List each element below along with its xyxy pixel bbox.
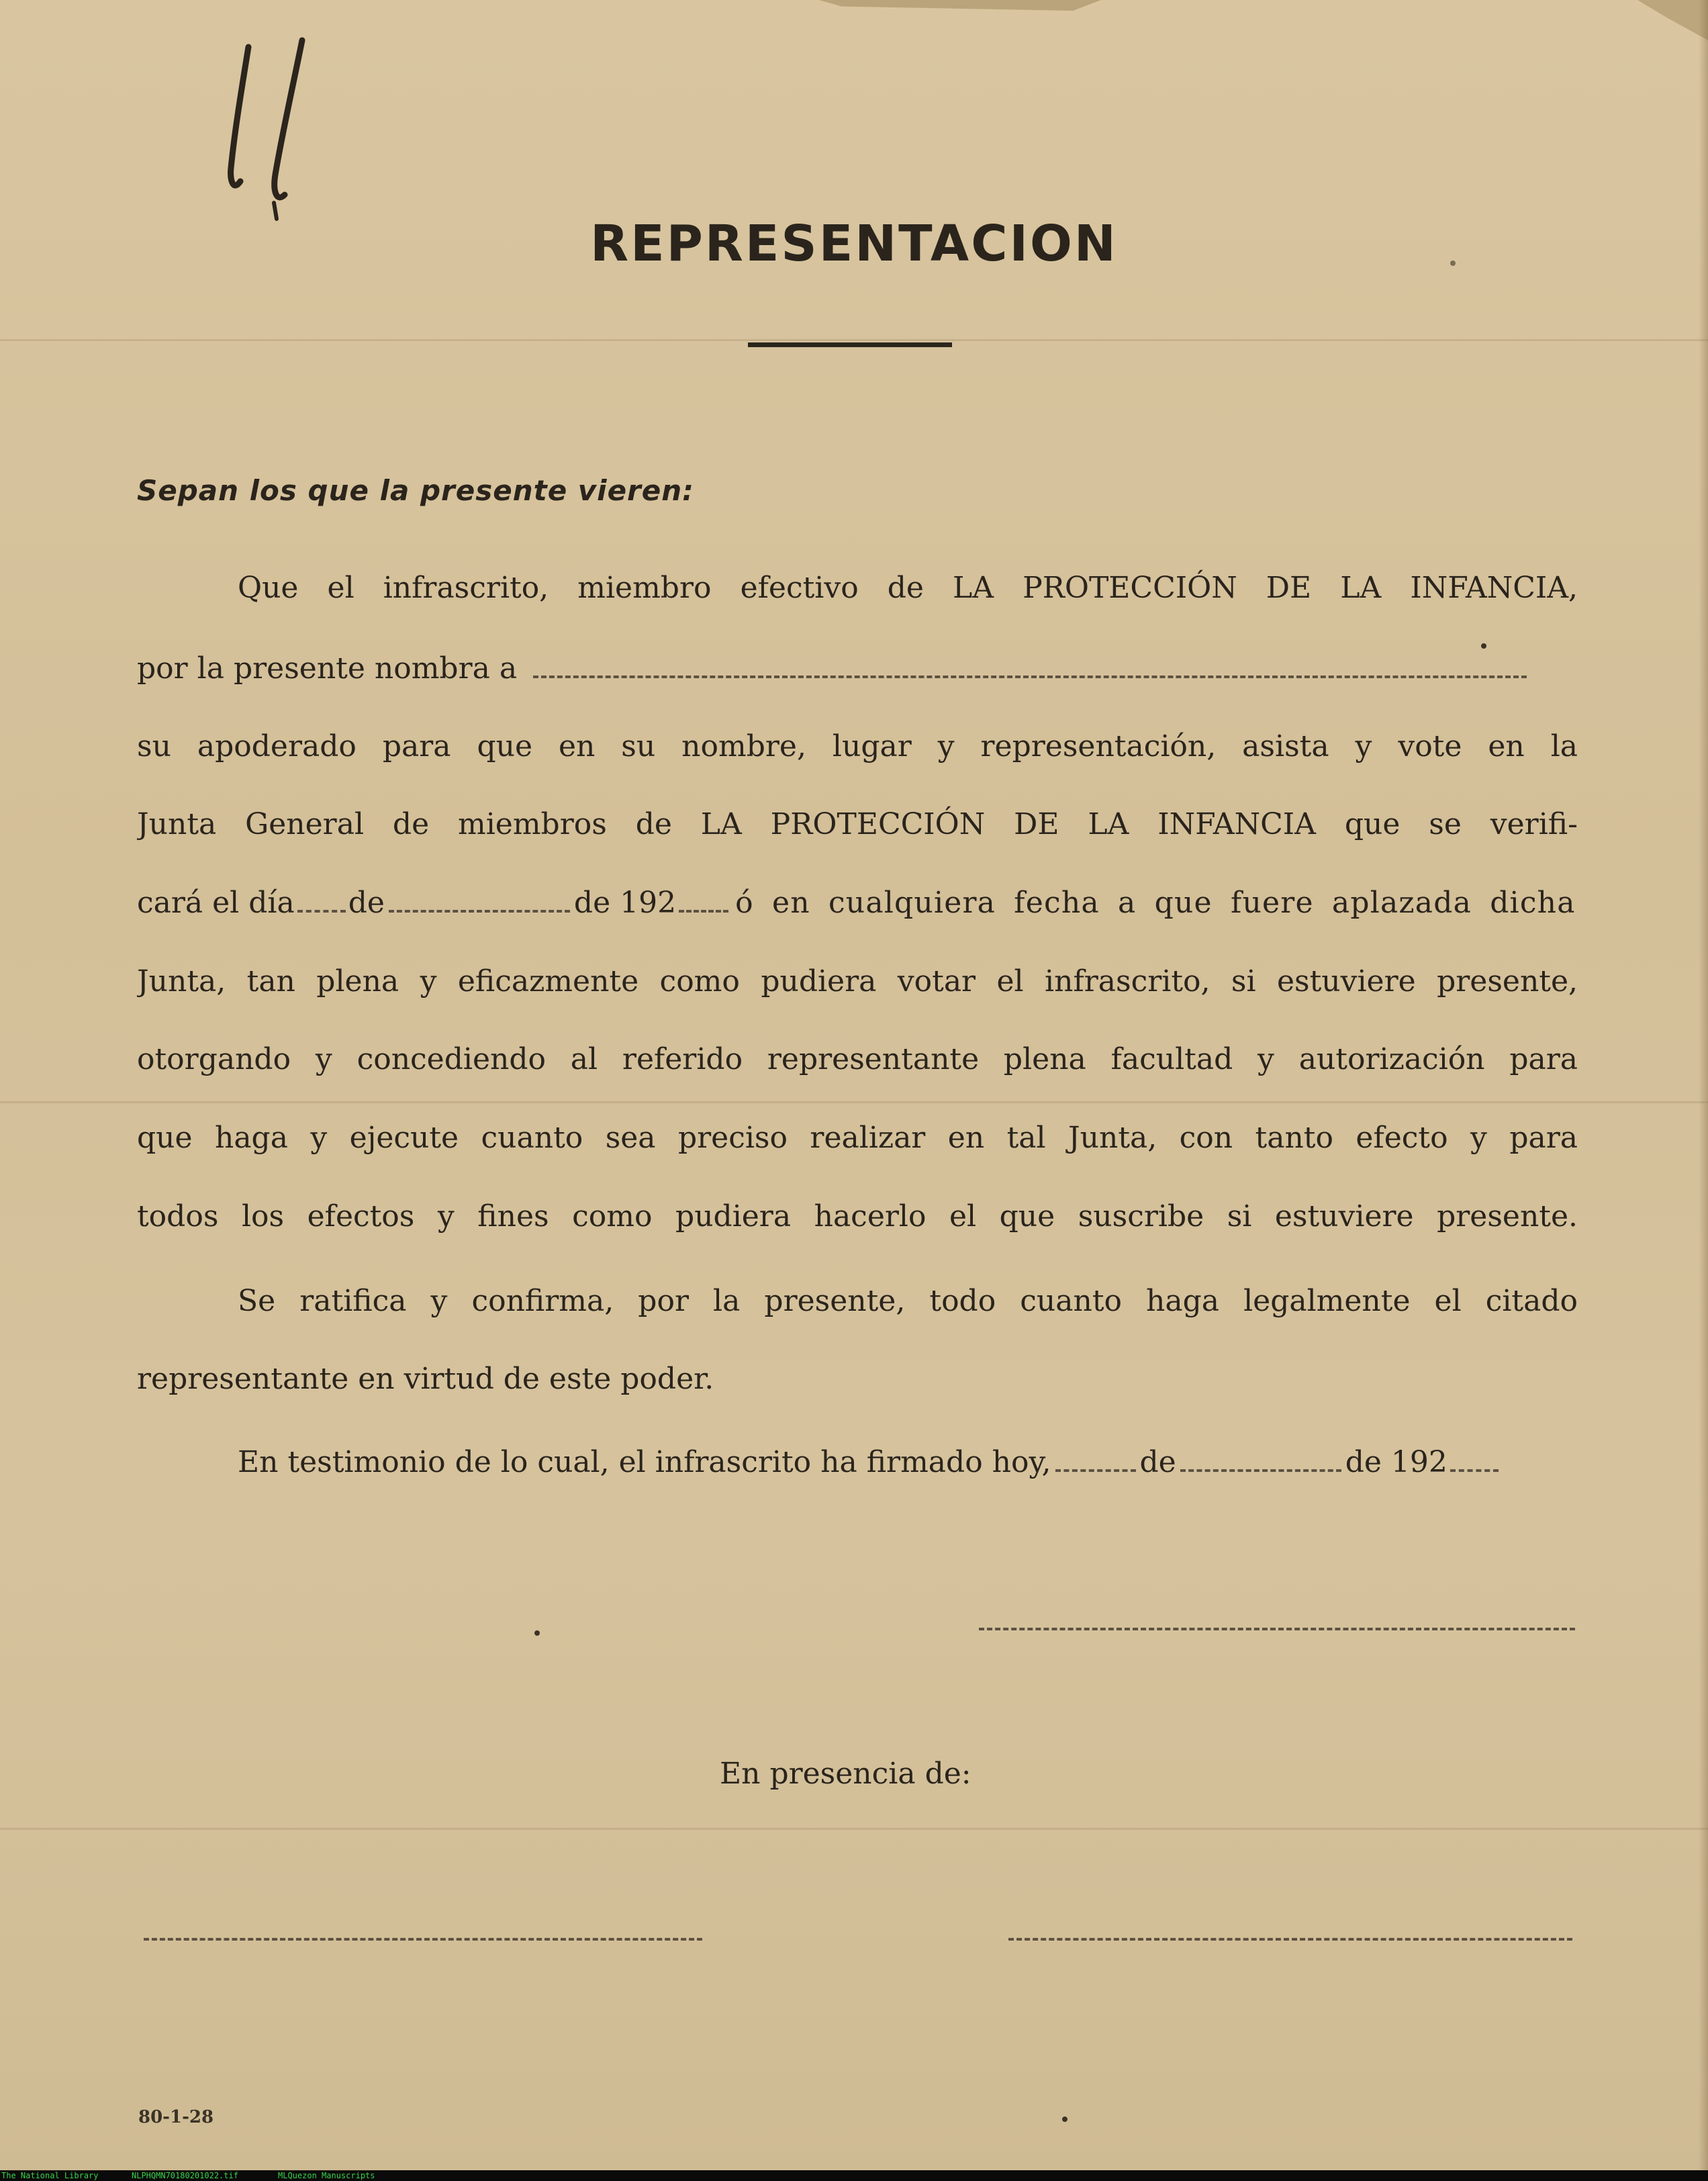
blank-field-sign-year xyxy=(1450,1463,1499,1472)
body-line xyxy=(137,883,1578,923)
body-text: de 192 xyxy=(1345,1445,1448,1479)
paper-fold xyxy=(0,1828,1708,1830)
signature-line-member xyxy=(979,1628,1575,1630)
body-line: Junta, tan plena y eficazmente como pudiera votar el infrascrito, si estuviere presente, xyxy=(137,964,1578,999)
blank-field-year xyxy=(679,903,728,913)
body-line: Que el infrascrito, miembro efectivo de LA PROTECCIÓN DE LA INFANCIA, xyxy=(238,571,1578,605)
archive-footer xyxy=(0,2170,1708,2181)
body-line: que haga y ejecute cuanto sea preciso realizar en tal Junta, con tanto efecto y para xyxy=(137,1121,1578,1155)
handwritten-mark xyxy=(201,27,336,222)
signature-line-witness-1 xyxy=(144,1938,702,1941)
body-text: ó en cualquiera fecha a que fuere aplazada dicha xyxy=(735,886,1576,920)
blank-field-sign-day xyxy=(1055,1463,1136,1472)
title-underline xyxy=(748,342,952,347)
ink-speck xyxy=(1481,643,1486,649)
paper-corner-tear xyxy=(1607,0,1708,40)
body-line xyxy=(238,1442,1578,1483)
body-text: de xyxy=(1139,1445,1176,1479)
blank-field-apoderado xyxy=(533,669,1527,678)
paper-tear xyxy=(819,0,1101,11)
form-code: 80-1-28 xyxy=(138,2107,214,2127)
document-title: REPRESENTACION xyxy=(590,215,1118,273)
body-line: Junta General de miembros de LA PROTECCIÓN DE LA INFANCIA que se verifi- xyxy=(137,807,1578,841)
ink-speck xyxy=(534,1630,540,1636)
footer-library: The National Library xyxy=(1,2171,99,2180)
blank-field-sign-month xyxy=(1180,1463,1341,1472)
body-line: otorgando y concediendo al referido representante plena facultad y autorización para xyxy=(137,1042,1578,1076)
blank-field-day xyxy=(297,903,346,913)
ink-speck xyxy=(1450,261,1456,266)
body-line: todos los efectos y fines como pudiera hacerlo el que suscribe si estuviere presente. xyxy=(137,1199,1578,1234)
body-line: Se ratifica y confirma, por la presente, todo cuanto haga legalmente el citado xyxy=(238,1284,1578,1318)
page-edge xyxy=(1699,0,1708,2170)
body-text: de xyxy=(348,886,385,920)
body-text: cará el día xyxy=(137,886,295,920)
ink-speck xyxy=(1062,2117,1068,2122)
body-text: En testimonio de lo cual, el infrascrito ha firmado hoy, xyxy=(238,1445,1051,1479)
body-text: por la presente nombra a xyxy=(137,651,518,686)
body-line: representante en virtud de este poder. xyxy=(137,1362,714,1396)
body-text: de 192 xyxy=(573,886,677,920)
presence-label: En presencia de: xyxy=(720,1757,971,1791)
salutation: Sepan los que la presente vieren: xyxy=(137,474,694,507)
signature-line-witness-2 xyxy=(1008,1938,1572,1941)
paper-fold xyxy=(0,339,1708,341)
footer-collection: MLQuezon Manuscripts xyxy=(278,2171,375,2180)
paper-fold xyxy=(0,1101,1708,1103)
body-line: su apoderado para que en su nombre, lugar y representación, asista y vote en la xyxy=(137,729,1578,763)
footer-file: NLPHQMN70180201022.tif xyxy=(132,2171,238,2180)
blank-field-month xyxy=(389,903,570,913)
body-line xyxy=(137,649,1578,689)
